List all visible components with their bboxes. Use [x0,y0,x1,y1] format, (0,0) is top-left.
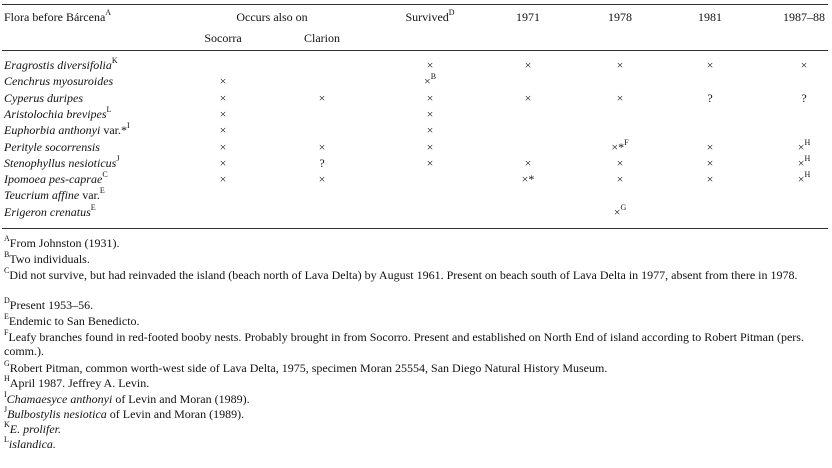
table-cell-socorra [220,172,227,186]
footnote-sup: D [4,296,10,305]
cell-mark: ? [801,90,807,105]
footnote [4,392,830,406]
footnote-sup: L [4,435,9,444]
cell-sup: F [624,137,629,147]
footnote [4,422,830,436]
cell-mark: ? [319,155,325,170]
cell-mark: × [616,90,624,105]
footnote-text: Leafy branches found in red-footed booby nests. Probably brought in from Socorro. Present and established on North End of island according to Robert Pitman (pers. comm.). [4,330,804,358]
cell-mark: × [426,139,434,154]
footnote-sup: H [4,374,10,383]
footnote-text: From Johnston (1931). [9,236,120,250]
cell-mark: × [800,58,808,72]
cell-mark: × [797,155,805,170]
table-row-name [4,91,83,105]
footnote-italic: islandica. [8,437,56,451]
species-name: Eragrostis diversifolia [4,58,112,72]
species-suffix: var. [79,188,100,203]
cell-mark: × [524,58,532,72]
footnote-sup: I [4,390,7,399]
table-row-name [4,123,130,137]
table-bottom-rule [2,228,828,229]
footnote-sup: J [4,405,8,414]
header-flora-label: Flora before Bárcena [4,10,106,24]
header-occurs: Occurs also on [236,10,308,24]
cell-mark: × [426,106,434,121]
table-cell-y1987 [797,153,811,170]
table-cell-y1978 [617,91,624,105]
cell-mark: × [219,172,227,187]
header-survived [405,10,454,24]
table-cell-y1981 [707,140,714,154]
footnote [4,407,830,421]
footnote-text: of Levin and Moran (1989). [112,392,250,406]
cell-mark: × [616,58,624,72]
table-cell-survived [427,91,434,105]
cell-mark: × [616,172,624,187]
cell-mark: ×* [611,139,625,154]
table-cell-clarion [319,140,326,154]
footnote-text: Robert Pitman, common worth-west side of Lava Delta, 1975, specimen Moran 25554, San Diego Natural History Museum. [9,361,608,375]
cell-mark: × [219,74,227,89]
footnote [4,298,830,312]
footnote-text: Two individuals. [9,252,90,266]
species-name: Aristolochia brevipes [4,106,107,121]
footnote-text: Endemic to San Benedicto. [8,314,140,328]
table-cell-socorra [220,74,227,88]
table-row-name [4,104,112,121]
header-socorra: Socorra [204,31,242,45]
table-cell-y1971 [525,156,532,170]
cell-mark: ×* [521,172,535,187]
table-cell-y1978 [617,156,624,170]
table-cell-y1987 [801,58,808,72]
footnote [4,437,830,451]
species-name: Teucrium affine [4,188,80,203]
footnote-italic: Chamaesyce anthonyi [6,392,113,406]
table-cell-y1971 [522,172,535,186]
cell-mark: × [706,58,714,72]
header-1971: 1971 [516,10,540,24]
cell-mark: ? [707,90,713,105]
cell-mark: × [219,155,227,170]
table-row-name [4,188,105,202]
cell-mark: × [797,172,805,187]
cell-mark: × [613,204,621,219]
species-sup: J [116,153,120,163]
species-sup: E [99,186,105,196]
species-name: Cyperus duripes [4,90,83,105]
table-cell-clarion [319,156,324,170]
cell-mark: × [706,139,714,154]
header-bottom-rule [2,50,828,51]
cell-mark: × [616,155,624,170]
species-name: Euphorbia anthonyi [4,123,101,138]
cell-sup: B [430,72,437,82]
species-name: Perityle socorrensis [4,139,100,154]
table-cell-survived [427,58,434,72]
cell-mark: × [426,58,434,72]
table-cell-y1971 [525,58,532,72]
cell-sup: H [804,137,811,147]
table-cell-socorra [220,91,227,105]
species-sup: I [127,121,130,131]
footnote-sup: E [4,312,9,321]
table-cell-socorra [220,156,227,170]
cell-mark: × [524,155,532,170]
cell-mark: × [219,139,227,154]
footnote-italic: Bulbostylis nesiotica [7,407,107,421]
header-1978: 1978 [608,10,632,24]
table-cell-y1987 [797,137,811,154]
header-clarion: Clarion [304,31,340,45]
table-cell-survived [427,107,434,121]
footnote-sup: F [4,328,9,337]
table-cell-y1981 [707,156,714,170]
cell-mark: × [423,74,431,89]
table-cell-socorra [220,107,227,121]
species-suffix: var.* [100,123,127,138]
species-sup: C [102,170,108,180]
header-flora-sup: A [105,8,112,17]
cell-sup: G [620,202,627,212]
footnote-sup: A [4,234,10,243]
table-cell-y1987 [798,172,811,186]
species-name: Erigeron crenatus [4,204,91,219]
footnote [4,314,830,328]
footnote-text: of Levin and Moran (1989). [106,407,245,421]
header-1981: 1981 [698,10,722,24]
species-sup: K [111,56,118,65]
cell-sup: H [804,153,811,163]
table-cell-y1971 [525,91,532,105]
cell-mark: × [318,139,326,154]
footnote-sup: B [4,250,10,259]
table-cell-y1978 [617,58,624,72]
header-survived-sup: D [448,8,455,17]
table-cell-survived [427,123,434,137]
cell-mark: × [426,155,434,170]
footnote-sup: G [4,359,10,368]
footnote [4,330,830,358]
species-name: Cenchrus myosuroides [4,74,114,89]
table-row-name [4,140,100,154]
table-cell-y1978 [617,172,624,186]
table-cell-survived [427,156,434,170]
table-cell-survived [424,74,436,88]
footnote [4,252,830,266]
table-cell-socorra [220,140,227,154]
cell-mark: × [426,90,434,105]
table-row-name [4,58,118,72]
footnote-text: April 1987. Jeffrey A. Levin. [9,376,150,390]
footnote [4,376,830,390]
species-name: Stenophyllus nesioticus [4,155,117,170]
table-row-name [4,74,113,88]
species-name: Ipomoea pes-caprae [4,172,103,187]
table-cell-y1978 [611,137,629,154]
table-cell-clarion [319,91,326,105]
table-cell-clarion [319,172,326,186]
footnote-text: Present 1953–56. [9,298,94,312]
footnote-text: Did not survive, but had reinvaded the island (beach north of Lava Delta) by August 1961. Present on beach south of Lava Delta in 1977, absent from there in 1978. [9,268,798,282]
table-row-name [4,172,108,186]
table-cell-y1987 [801,91,806,105]
cell-mark: × [219,106,227,121]
cell-mark: × [706,155,714,170]
table-cell-socorra [220,123,227,137]
table-row-name [4,153,120,170]
header-survived-label: Survived [405,10,449,24]
footnote-sup: C [4,266,10,275]
footnote [4,236,830,250]
footnote [4,268,830,282]
table-cell-y1981 [707,172,714,186]
species-sup: L [106,104,112,114]
header-flora [4,10,111,24]
footnote [4,361,830,375]
table-cell-survived [427,140,434,154]
cell-mark: × [426,123,434,138]
header-1987: 1987–88 [783,10,825,24]
table-cell-y1981 [707,58,714,72]
table-cell-y1981 [707,91,712,105]
cell-mark: × [219,123,227,138]
cell-mark: × [524,90,532,105]
footnote-sup: K [4,420,10,429]
table-top-rule [2,4,828,5]
species-sup: E [90,202,96,212]
cell-mark: × [219,90,227,105]
cell-mark: × [706,172,714,187]
cell-mark: × [318,172,326,187]
cell-mark: × [797,139,805,154]
table-cell-y1978 [613,202,627,219]
cell-sup: H [804,170,811,180]
table-row-name [4,202,96,219]
cell-mark: × [318,90,326,105]
footnote-italic: E. prolifer. [9,422,62,436]
